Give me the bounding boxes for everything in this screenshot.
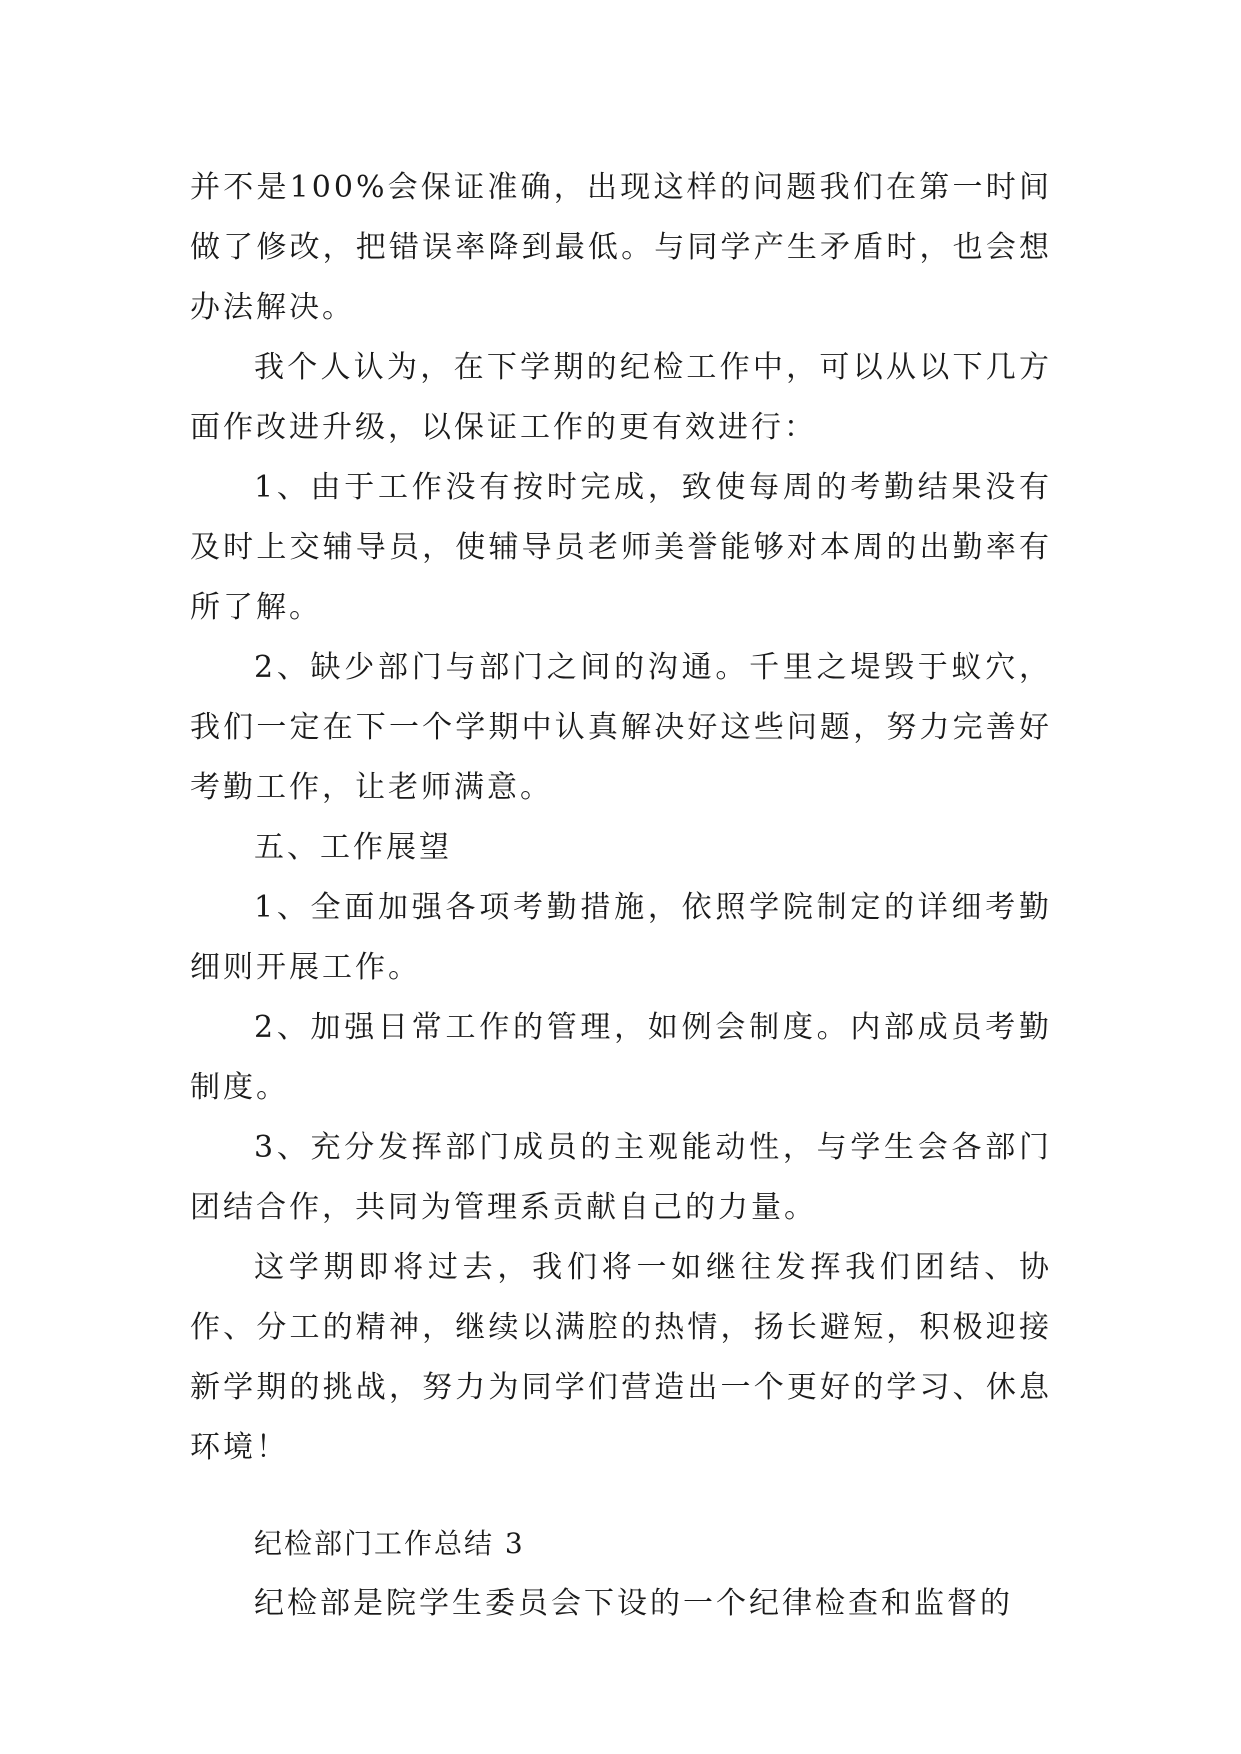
document-body: [190, 158, 1052, 1634]
paragraph-improvement-2: 2、缺少部门与部门之间的沟通。千里之堤毁于蚁穴，我们一定在下一个学期中认真解决好这些问题，努力完善好考勤工作，让老师满意。: [190, 650, 1052, 805]
paragraph-outlook-2: 2、加强日常工作的管理，如例会制度。内部成员考勤制度。: [190, 1010, 1052, 1105]
paragraph-continuation: 并不是100%会保证准确，出现这样的问题我们在第一时间做了修改，把错误率降到最低。与同学产生矛盾时，也会想办法解决。: [190, 170, 1052, 325]
paragraph-improvement-1: 1、由于工作没有按时完成，致使每周的考勤结果没有及时上交辅导员，使辅导员老师美誉能够对本周的出勤率有所了解。: [190, 470, 1052, 625]
paragraph-closing: 这学期即将过去，我们将一如继往发挥我们团结、协作、分工的精神，继续以满腔的热情，扬长避短，积极迎接新学期的挑战，努力为同学们营造出一个更好的学习、休息环境！: [190, 1250, 1052, 1465]
section-gap: [190, 1478, 1052, 1514]
paragraph-outlook-3: 3、充分发挥部门成员的主观能动性，与学生会各部门团结合作，共同为管理系贡献自己的力量。: [190, 1130, 1052, 1225]
section-heading-outlook: 五、工作展望: [254, 830, 452, 865]
paragraph-section3-start: 纪检部是院学生委员会下设的一个纪律检查和监督的: [254, 1586, 1013, 1621]
paragraph-outlook-1: 1、全面加强各项考勤措施，依照学院制定的详细考勤细则开展工作。: [190, 890, 1052, 985]
section-title: 纪检部门工作总结 3: [254, 1527, 525, 1560]
paragraph-improvement-intro: 我个人认为，在下学期的纪检工作中，可以从以下几方面作改进升级，以保证工作的更有效进行：: [190, 350, 1052, 445]
